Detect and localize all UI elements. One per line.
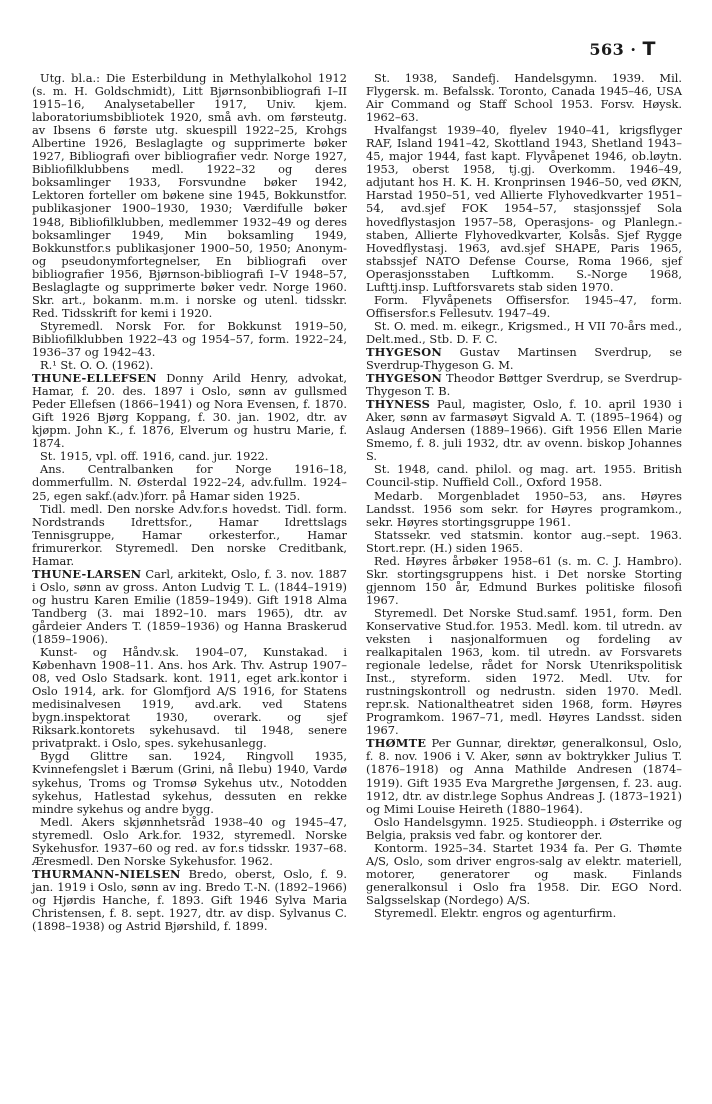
paragraph: St. O. med. m. eikegr., Krigsmed., H VII 70-års med., Delt.med., Stb. D. F. C.	[366, 318, 682, 346]
page-header	[589, 38, 656, 60]
right-column	[366, 72, 682, 920]
entry-heading: THYNESS Paul, magister, Oslo, f. 10. april 1930 i Aker, sønn av farmasøyt Sigvald A. T. (1895–1964) og Aslaug Andersen (1889–1966). Gift 1956 Ellen Marie Smemo, f. 8. juli 1932, dtr. av ovenn. biskop Johannes S.	[366, 397, 682, 464]
entry-heading: THUNE-ELLEFSEN Donny Arild Henry, advokat, Hamar, f. 20. des. 1897 i Oslo, sønn av gullsmed Peder Ellefsen (1866–1941) og Nora Evensen, f. 1870. Gift 1926 Bjørg Koppang, f. 30. jan. 1902, dtr. av kjøpm. John K., f. 1876, Elverum og hustru Marie, f. 1874.	[32, 371, 347, 451]
paragraph: Ans. Centralbanken for Norge 1916–18, dommerfullm. N. Østerdal 1922–24, adv.fullm. 1924–25, egen sakf.(adv.)forr. på Hamar siden 1925.	[32, 462, 347, 503]
entry-name: THØMTE	[366, 736, 427, 751]
entry-heading: THYGESON Theodor Bøttger Sverdrup, se Sverdrup-Thygeson T. B.	[366, 371, 682, 399]
paragraph: St. 1938, Sandefj. Handelsgymn. 1939. Mil. Flygersk. m. Befalssk. Toronto, Canada 1945–46, USA Air Command og Staff School 1953. Forsv. Høysk. 1962–63.	[366, 71, 682, 125]
paragraph: Hvalfangst 1939–40, flyelev 1940–41, krigsflyger RAF, Island 1941–42, Skottland 1943, Shetland 1943–45, major 1944, fast kapt. Flyvåpenet 1946, ob.løytn. 1953, oberst 1958, tj.gj. Overkomm. 1946–49, adjutant hos H. K. H. Kronprinsen 1946–50, ved ØKN, Harstad 1950–51, ved Allierte Flyhovedkvarter 1951–54, avd.sjef FOK 1954–57, stasjonssjef Sola hovedflystasjon 1957–58, Operasjons- og Planlegn.-staben, Allierte Flyhovedkvarter, Kolsås. Sjef Rygge Hovedflystasj. 1963, avd.sjef SHAPE, Paris 1965, stabssjef NATO Defense Course, Roma 1966, sjef Operasjonsstaben Luftkomm. S.-Norge 1968, Lufttj.insp. Luftforsvarets stab siden 1970.	[366, 123, 682, 294]
entry-name: THUNE-LARSEN	[32, 566, 142, 581]
entry-heading: THYGESON Gustav Martinsen Sverdrup, se Sverdrup-Thygeson G. M.	[366, 344, 682, 373]
paragraph: Styremedl. Norsk For. for Bokkunst 1919–50, Bibliofilklubben 1922–43 og 1954–57, form. 1922–24, 1936–37 og 1942–43.	[32, 318, 347, 359]
paragraph: Styremedl. Det Norske Stud.samf. 1951, form. Den Konservative Stud.for. 1953. Medl. kom. til utredn. av veksten i nasjonalformuen og fordeling av realkapitalen 1963, kom. til utredn. av Forsvarets regionale ledelse, rådet for Norsk Utenrikspolitisk Inst., styreform. siden 1972. Medl. Utv. for rustningskontroll og nedrustn. siden 1970. Medl. repr.sk. Nationaltheatret siden 1968, form. Høyres Programkom. 1967–71, medl. Høyres Landsst. siden 1967.	[366, 605, 682, 738]
paragraph: Utg. bl.a.: Die Esterbildung in Methylalkohol 1912 (s. m. H. Goldschmidt), Litt Bjørnsonbibliografi I–II 1915–16, Analysetabeller 1917, Univ. kjem. laboratoriumsbibliotek 1920, små avh. om førsteutg. av Ibsens 6 første utg. skuespill 1922–25, Krohgs Albertine 1926, Beslaglagte og supprimerte bøker 1927, Bibliografi over bibliografier vedr. Norge 1927, Bibliofilklubbens medl. 1922–32 og deres boksamlinger 1933, Forsvundne bøker 1942, Lektoren forteller om bøkene sine 1945, Bokkunstfor. publikasjoner 1900–1930, 1930; Værdifulle bøker 1948, Bibliofilklubben, medlemmer 1932–49 og deres boksamlinger 1949, Min boksamling 1949, Bokkunstfor.s publikasjoner 1900–50, 1950; Anonym- og pseudonymfortegnelser, En bibliografi over bibliografier 1956, Bjørnson-bibliografi I–V 1948–57, Beslaglagte og supprimerte bøker vedr. Norge 1960. Skr. art., bokanm. m.m. i norske og utenl. tidsskr. Red. Tidsskrift for kemi i 1920.	[32, 71, 347, 320]
paragraph: Kunst- og Håndv.sk. 1904–07, Kunstakad. i København 1908–11. Ans. hos Ark. Thv. Astrup 1907–08, ved Oslo Stadsark. kont. 1911, eget ark.kontor i Oslo 1914, ark. for Glomfjord A/S 1916, for Statens medisinalvesen 1919, avd.ark. ved Statens bygn.inspektorat 1930, overark. og sjef Riksark.kontorets sykehusavd. til 1948, senere privatprakt. i Oslo, spes. sykehusanlegg.	[32, 645, 347, 751]
paragraph: Tidl. medl. Den norske Adv.for.s hovedst. Tidl. form. Nordstrands Idrettsfor., Hamar Idrettslags Tennisgruppe, Hamar orkesterfor., Hamar frimurerkor. Styremedl. Den norske Creditbank, Hamar.	[32, 501, 347, 568]
paragraph: Kontorm. 1925–34. Startet 1934 fa. Per G. Thømte A/S, Oslo, som driver engros-salg av elektr. materiell, motorer, generatorer og mask. Finlands generalkonsul i Oslo fra 1958. Dir. EGO Nord. Salgsselskap (Nordego) A/S.	[366, 840, 682, 907]
left-column	[32, 72, 347, 933]
paragraph: Oslo Handelsgymn. 1925. Studieopph. i Østerrike og Belgia, praksis ved fabr. og kontorer der.	[366, 814, 682, 842]
entry-heading: THUNE-LARSEN Carl, arkitekt, Oslo, f. 3. nov. 1887 i Oslo, sønn av gross. Anton Ludvig T. L. (1844–1919) og hustru Karen Emilie (1859–1949). Gift 1918 Alma Tandberg (3. mai 1892–10. mars 1965), dtr. av gårdeier Anders T. (1859–1936) og Hanna Braskerud (1859–1906).	[32, 566, 347, 647]
paragraph: St. 1915, vpl. off. 1916, cand. jur. 1922.	[40, 449, 269, 464]
entry-heading: THØMTE Per Gunnar, direktør, generalkonsul, Oslo, f. 8. nov. 1906 i V. Aker, sønn av boktrykker Julius T. (1876–1918) og Anna Mathilde Andresen (1874–1919). Gift 1935 Eva Margrethe Jørgensen, f. 23. aug. 1912, dtr. av distr.lege Sophus Andreas J. (1873–1921) og Mimi Louise Heireth (1880–1964).	[366, 736, 682, 816]
paragraph: Bygd Glittre san. 1924, Ringvoll 1935, Kvinnefengslet i Bærum (Grini, nå Ilebu) 1940, Vardø sykehus, Troms og Tromsø Sykehus utv., Notodden sykehus, Hatlestad sykehus, dessuten en rekke mindre sykehus og andre bygg.	[32, 749, 347, 816]
paragraph: Statssekr. ved statsmin. kontor aug.–sept. 1963. Stort.repr. (H.) siden 1965.	[366, 527, 682, 555]
paragraph: Styremedl. Elektr. engros og agenturfirm.	[374, 906, 617, 920]
entry-name: THYGESON	[366, 344, 442, 359]
entry-heading: THURMANN-NIELSEN Bredo, oberst, Oslo, f. 9. jan. 1919 i Oslo, sønn av ing. Bredo T.-N. (1892–1966) og Hjørdis Hanche, f. 1893. Gift 1946 Sylva Maria Christensen, f. 8. sept. 1927, dtr. av disp. Sylvanus C. (1898–1938) og Astrid Bjørshild, f. 1899.	[32, 866, 347, 934]
paragraph: Red. Høyres årbøker 1958–61 (s. m. C. J. Hambro). Skr. stortingsgruppens hist. i Det norske Storting gjennom 150 år, Edmund Burkes politiske filosofi 1967.	[366, 553, 682, 607]
entry-name: THUNE-ELLEFSEN	[32, 371, 157, 386]
paragraph: St. 1948, cand. philol. og mag. art. 1955. British Council-stip. Nuffield Coll., Oxford 1958.	[366, 462, 682, 490]
paragraph: Form. Flyvåpenets Offisersfor. 1945–47, form. Offisersfor.s Fellesutv. 1947–49.	[366, 292, 682, 320]
paragraph: Medl. Akers skjønnhetsråd 1938–40 og 1945–47, styremedl. Oslo Ark.for. 1932, styremedl. Norske Sykehusfor. 1937–60 og red. av for.s tidsskr. 1937–68. Æresmedl. Den Norske Sykehusfor. 1962.	[32, 814, 347, 868]
page-number: 563 ·	[589, 40, 637, 59]
section-letter: T	[642, 38, 656, 60]
paragraph: Medarb. Morgenbladet 1950–53, ans. Høyres Landsst. 1956 som sekr. for Høyres programkom., sekr. Høyres stortingsgruppe 1961.	[366, 488, 682, 529]
entry-name: THURMANN-NIELSEN	[32, 866, 181, 881]
entry-name: THYNESS	[366, 397, 431, 412]
paragraph: R.¹ St. O. O. (1962).	[40, 358, 154, 373]
entry-name: THYGESON	[366, 371, 442, 386]
